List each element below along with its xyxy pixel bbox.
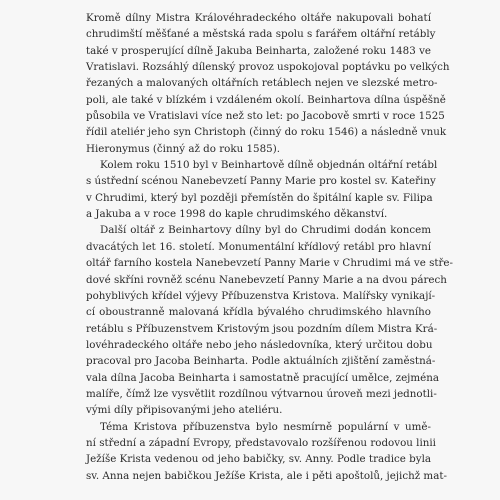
text-line: malíře, čímž lze vysvětlit rozdílnou výtvarnou úroveň mezi jednotli-	[86, 387, 437, 400]
text-line: Kolem roku 1510 byl v Beinhartově dílně objednán oltářní retábl	[100, 159, 438, 172]
text-line: pohyblivých křídel výjevy Příbuzenstva Kristova. Malířsky vynikají-	[86, 289, 436, 302]
text-line: Kromě dílny Mistra Královéhradeckého oltáře nakupovali bohatí	[86, 12, 431, 24]
body-text	[86, 10, 453, 484]
text-line: Téma Kristova příbuzenstva bylo nesmírně populární v umě-	[100, 420, 431, 433]
paragraph	[86, 419, 447, 484]
text-line: také v prosperující dílně Jakuba Beinharta, založené roku 1483 ve	[86, 44, 431, 57]
text-line: řídil ateliér jeho syn Christoph (činný do roku 1546) a následně vnuk	[86, 126, 447, 139]
text-line: vými díly připisovanými jeho ateliéru.	[86, 404, 283, 417]
text-line: retáblu s Příbuzenstvem Kristovým jsou pozdním dílem Mistra Krá-	[86, 322, 438, 335]
paragraph	[86, 157, 438, 222]
text-line: s ústřední scénou Nanebevzetí Panny Marie pro kostel sv. Kateřiny	[86, 175, 436, 188]
text-line: lovéhradeckého oltáře nebo jeho následovníka, který určitou dobu	[86, 338, 433, 351]
text-line: v Chrudimi, který byl později přemístěn do špitální kaple sv. Filipa	[86, 191, 433, 204]
paragraph	[86, 10, 450, 157]
text-line: sv. Anna nejen babičkou Ježíše Krista, ale i pěti apoštolů, jejichž mat-	[86, 469, 447, 482]
text-line: dové skříni rovněž scénu Nanebevzetí Panny Marie a na dvou párech	[86, 273, 447, 286]
text-line: vala dílna Jacoba Beinharta i samostatně pracující umělce, zejména	[86, 371, 439, 384]
text-line: Ježíše Krista vedenou od jeho babičky, sv. Anny. Podle tradice byla	[86, 453, 431, 466]
text-line: oltář farního kostela Nanebevzetí Panny Marie v Chrudimi má ve stře-	[86, 257, 453, 270]
text-line: a Jakuba a v roce 1998 do kaple chrudimského děkanství.	[86, 208, 388, 221]
text-line: řezaných a malovaných oltářních retáblech nejen ve slezské metro-	[86, 77, 438, 90]
text-line: poli, ale také v blízkém i vzdáleném okolí. Beinhartova dílna úspěšně	[86, 93, 446, 106]
text-line: Vratislavi. Rozsáhlý dílenský provoz uspokojoval poptávku po velkých	[86, 61, 450, 74]
text-line: dvacátých let 16. století. Monumentální křídlový retábl pro hlavní	[86, 240, 431, 253]
text-line: Další oltář z Beinhartovy dílny byl do Chrudimi dodán koncem	[100, 224, 431, 237]
text-line: Hieronymus (činný až do roku 1585).	[86, 142, 280, 155]
text-line: chrudimští měšťané a městská rada spolu s farářem oltářní retábly	[86, 28, 436, 41]
text-line: působila ve Vratislavi více než sto let: po Jacobově smrti v roce 1525	[86, 110, 445, 123]
text-line: ní střední a západní Evropy, představovalo rozšířenou rodovou linii	[86, 436, 436, 449]
text-line: cí oboustranně malovaná křídla bývalého chrudimského hlavního	[86, 306, 431, 319]
paragraph	[86, 222, 453, 418]
text-line: pracoval pro Jacoba Beinharta. Podle aktuálních zjištění zaměstná-	[86, 355, 436, 368]
